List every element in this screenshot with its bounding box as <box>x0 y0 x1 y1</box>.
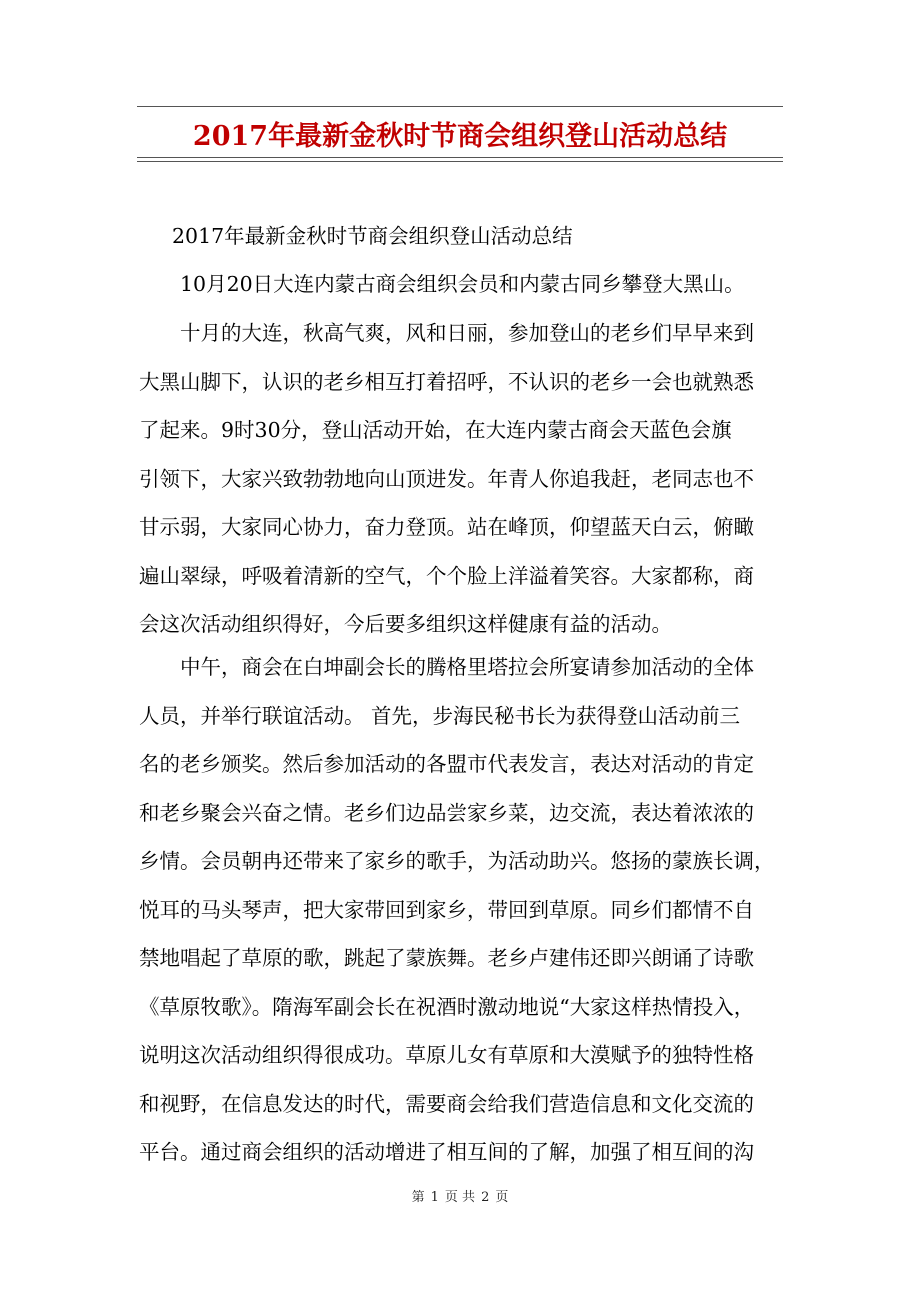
footer-mid: 页 共 <box>444 1190 476 1205</box>
paragraph-line: 2017年最新金秋时节商会组织登山活动总结 <box>172 224 573 248</box>
paragraph-line: 人员，并举行联谊活动。 首先，步海民秘书长为获得登山活动前三 <box>139 703 741 728</box>
paragraph-line: 悦耳的马头琴声，把大家带回到家乡，带回到草原。同乡们都情不自 <box>139 897 754 922</box>
paragraph-line: 名的老乡颁奖。然后参加活动的各盟市代表发言，表达对活动的肯定 <box>139 752 754 776</box>
paragraph-line: 和老乡聚会兴奋之情。老乡们边品尝家乡菜，边交流，表达着浓浓的 <box>139 800 754 825</box>
footer-page-number: 1 <box>430 1190 439 1205</box>
footer-total-pages: 2 <box>481 1190 490 1205</box>
paragraph-line: 《草原牧歌》。隋海军副会长在祝酒时激动地说“大家这样热情投入， <box>139 994 755 1019</box>
header-bottom-rule-1 <box>137 157 783 158</box>
paragraph-line: 十月的大连，秋高气爽，风和日丽，参加登山的老乡们早早来到 <box>180 321 754 345</box>
paragraph-line: 平台。通过商会组织的活动增进了相互间的了解，加强了相互间的沟 <box>139 1140 754 1164</box>
paragraph-line: 引领下，大家兴致勃勃地向山顶进发。年青人你追我赶，老同志也不 <box>139 466 754 491</box>
paragraph-line: 甘示弱，大家同心协力，奋力登顶。站在峰顶，仰望蓝天白云，俯瞰 <box>139 515 754 539</box>
paragraph-line: 乡情。会员朝冉还带来了家乡的歌手，为活动助兴。悠扬的蒙族长调， <box>139 849 775 873</box>
footer-prefix: 第 <box>411 1190 425 1205</box>
paragraph-line: 会这次活动组织得好，今后要多组织这样健康有益的活动。 <box>139 612 672 636</box>
paragraph-lunch <box>139 643 799 1177</box>
paragraph-intro <box>139 260 799 309</box>
footer-suffix: 页 <box>495 1190 509 1205</box>
paragraph-line: 大黑山脚下，认识的老乡相互打着招呼，不认识的老乡一会也就熟悉 <box>139 369 754 394</box>
document-title: 2017年最新金秋时节商会组织登山活动总结 <box>192 121 728 152</box>
header-top-rule <box>137 106 783 107</box>
paragraph-line: 和视野，在信息发达的时代，需要商会给我们营造信息和文化交流的 <box>139 1091 754 1116</box>
paragraph-line: 说明这次活动组织得很成功。草原儿女有草原和大漠赋予的独特性格 <box>139 1043 754 1067</box>
page-footer <box>0 1186 920 1205</box>
paragraph-line: 10月20日大连内蒙古商会组织会员和内蒙古同乡攀登大黑山。 <box>180 272 745 296</box>
paragraph-climb <box>139 309 799 649</box>
header-bottom-rule-2 <box>137 161 783 162</box>
paragraph-line: 遍山翠绿，呼吸着清新的空气，个个脸上洋溢着笑容。大家都称，商 <box>139 563 754 588</box>
paragraph-line: 了起来。9时30分，登山活动开始，在大连内蒙古商会天蓝色会旗 <box>139 418 732 442</box>
paragraph-subtitle <box>139 212 799 261</box>
paragraph-line: 中午，商会在白坤副会长的腾格里塔拉会所宴请参加活动的全体 <box>180 655 754 679</box>
paragraph-line: 禁地唱起了草原的歌，跳起了蒙族舞。老乡卢建伟还即兴朗诵了诗歌 <box>139 946 754 970</box>
